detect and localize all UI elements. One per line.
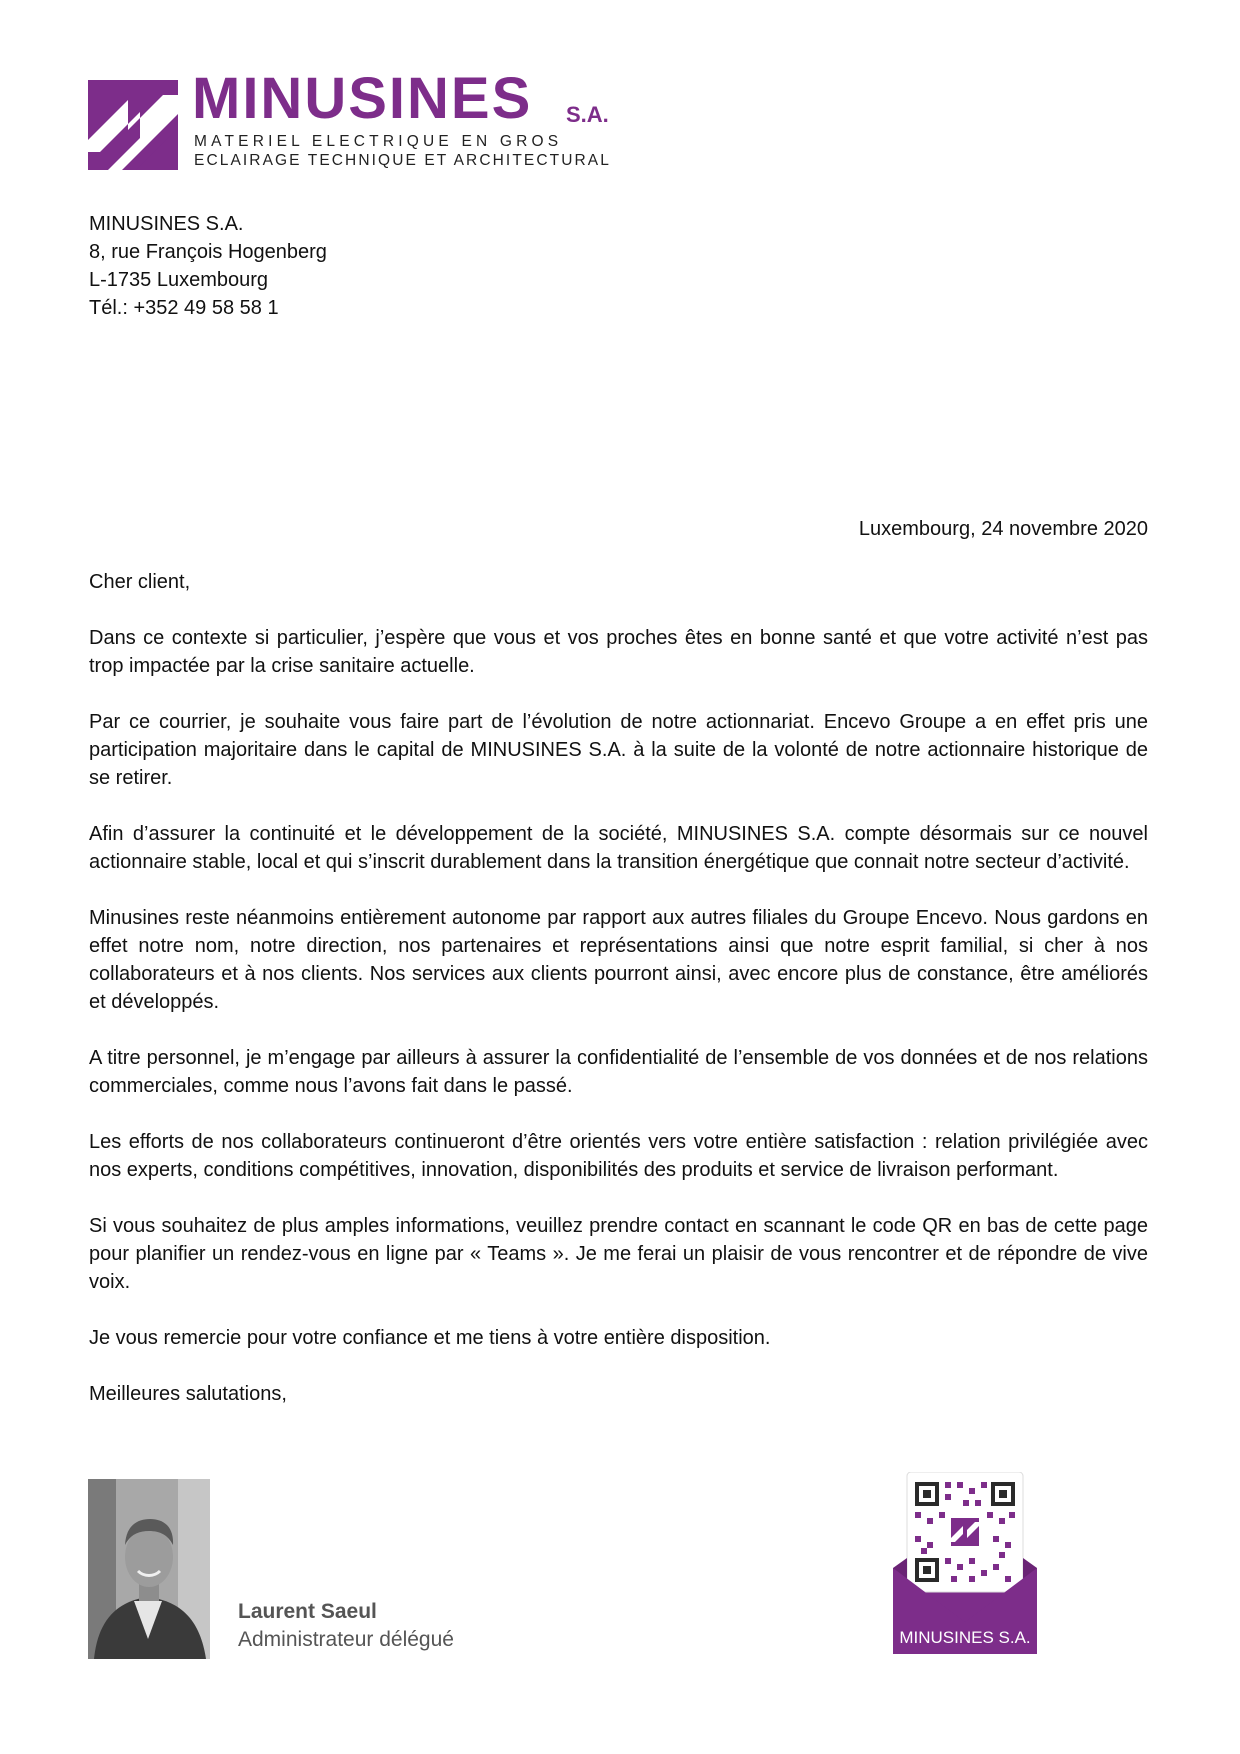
sender-phone: Tél.: +352 49 58 58 1 <box>89 297 279 319</box>
signer-name: Laurent Saeul <box>238 1600 377 1623</box>
logo-tagline-1: MATERIEL ELECTRIQUE EN GROS <box>194 133 563 150</box>
closing: Meilleures salutations, <box>89 1383 287 1405</box>
logo-suffix: S.A. <box>566 102 609 127</box>
paragraph: Afin d’assurer la continuité et le développement de la société, MINUSINES S.A. compte désormais sur ce nouvel actionnaire stable, local et qui s’inscrit durablement dans la transition énergétique que connait notre secteur d’activité. <box>89 823 1148 873</box>
qr-caption: MINUSINES S.A. <box>899 1628 1031 1647</box>
paragraph: Je vous remercie pour votre confiance et me tiens à votre entière disposition. <box>89 1327 771 1349</box>
paragraph: Dans ce contexte si particulier, j’espère que vous et vos proches êtes en bonne santé et que votre activité n’est pas trop impactée par la crise sanitaire actuelle. <box>89 627 1148 677</box>
company-logo <box>88 66 628 178</box>
paragraph: Minusines reste néanmoins entièrement autonome par rapport aux autres filiales du Groupe Encevo. Nous gardons en effet notre nom, notre direction, nos partenaires et représentations ainsi que notre esprit familial, si cher à nos collaborateurs et à nos clients. Nos services aux clients pourront ainsi, avec encore plus de constance, être améliorés et développés. <box>89 907 1148 1013</box>
signer-photo <box>88 1479 210 1659</box>
sender-street: 8, rue François Hogenberg <box>89 241 327 263</box>
signer-title: Administrateur délégué <box>238 1628 454 1651</box>
minusines-logo-icon <box>88 80 178 170</box>
letter-body <box>89 568 1148 1436</box>
portrait-image <box>88 1479 210 1659</box>
paragraph: Par ce courrier, je souhaite vous faire part de l’évolution de notre actionnariat. Encevo Groupe a en effet pris une participation majoritaire dans le capital de MINUSINES S.A. à la suite de la volonté de notre actionnaire historique de se retirer. <box>89 711 1148 789</box>
salutation: Cher client, <box>89 571 191 593</box>
sender-company: MINUSINES S.A. <box>89 213 244 235</box>
logo-name: MINUSINES <box>192 66 533 131</box>
letter-date: Luxembourg, 24 novembre 2020 <box>858 518 1148 540</box>
paragraph: A titre personnel, je m’engage par ailleurs à assurer la confidentialité de l’ensemble de vos données et de nos relations commerciales, comme nous l’avons fait dans le passé. <box>89 1047 1148 1097</box>
qr-code-badge[interactable] <box>893 1472 1037 1654</box>
sender-address <box>89 210 327 322</box>
paragraph: Les efforts de nos collaborateurs continueront d’être orientés vers votre entière satisfaction : relation privilégiée avec nos experts, conditions compétitives, innovation, disponibilités des produits et service de livraison performant. <box>89 1131 1148 1181</box>
sender-city: L-1735 Luxembourg <box>89 269 269 291</box>
logo-tagline-2: ECLAIRAGE TECHNIQUE ET ARCHITECTURAL <box>194 152 611 169</box>
paragraph: Si vous souhaitez de plus amples informations, veuillez prendre contact en scannant le code QR en bas de cette page pour planifier un rendez-vous en ligne par « Teams ». Je me ferai un plaisir de vous rencontrer et de répondre de vive voix. <box>89 1215 1148 1293</box>
